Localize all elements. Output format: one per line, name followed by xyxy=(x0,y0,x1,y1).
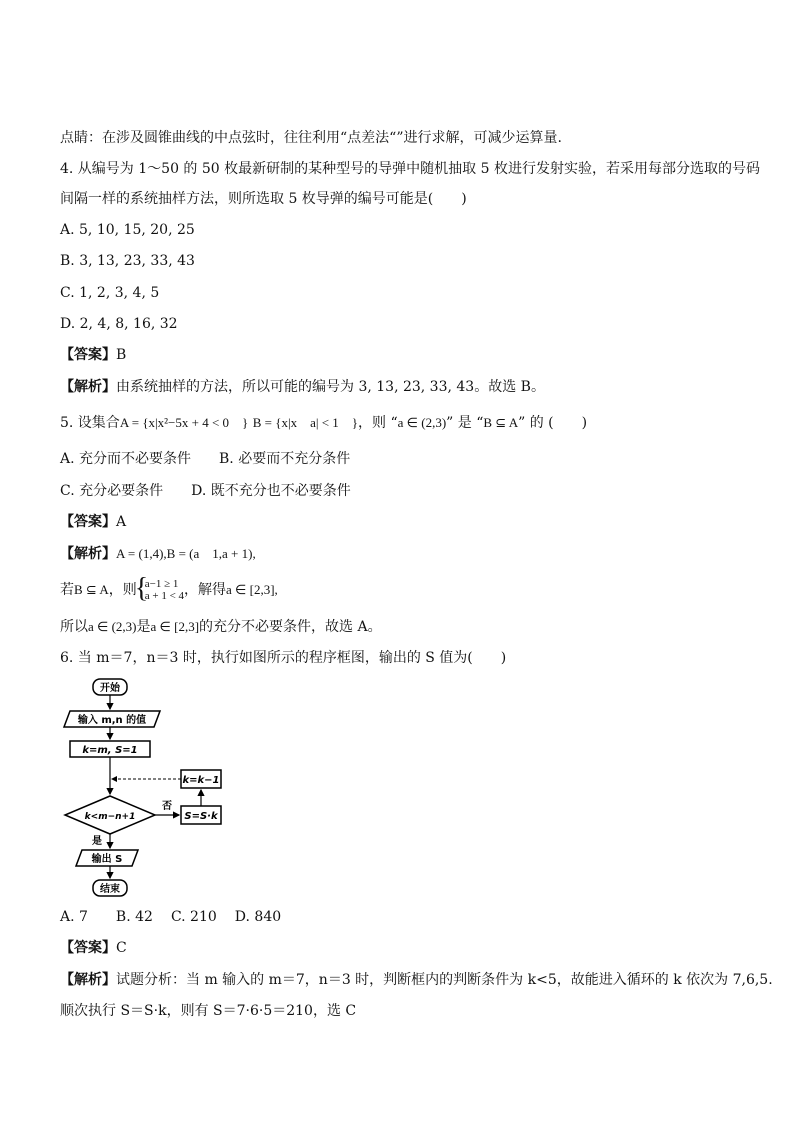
q5-analysis-line3 xyxy=(60,617,382,637)
q5-option-c: C. 充分必要条件 xyxy=(60,483,164,499)
case-system xyxy=(137,578,184,602)
q5-answer xyxy=(60,512,126,532)
q6-option-b: B. 42 xyxy=(115,909,153,925)
q5-set-a: A = {x|x²−5x + 4 < 0 } xyxy=(119,415,249,430)
case-1: { a−1 ≥ 1 xyxy=(144,578,179,590)
math: B ⊆ A xyxy=(74,582,109,597)
analysis-math: A = (1,4),B = (a 1,a + 1), xyxy=(116,546,256,561)
q5-stem-end: ” 的 ( ) xyxy=(518,415,588,431)
q5-options-row1 xyxy=(60,449,350,469)
flow-yes-label: 是 xyxy=(92,836,102,847)
text: 若 xyxy=(60,582,74,598)
q6-options xyxy=(60,907,281,927)
flow-output-text: 输出 S xyxy=(91,854,123,865)
q5-option-b: B. 必要而不充分条件 xyxy=(219,451,351,467)
q6-analysis-line2: 顺次执行 S＝S·k，则有 S＝7·6·5＝210，选 C xyxy=(60,1003,357,1019)
analysis-tag: 【解析】 xyxy=(60,546,116,562)
q4-analysis xyxy=(60,377,545,397)
flow-no-label: 否 xyxy=(162,801,172,812)
q4-stem-line2: 间隔一样的系统抽样方法，则所选取 5 枚导弹的编号可能是( ) xyxy=(60,191,467,207)
q5-option-a: A. 充分而不必要条件 xyxy=(60,451,192,467)
answer-value: C xyxy=(116,940,127,956)
q5-set-b: B = {x|x a| < 1 } xyxy=(252,415,359,430)
flowchart xyxy=(58,676,238,898)
q4-option-c: C. 1, 2, 3, 4, 5 xyxy=(60,285,160,301)
q5-stem-prefix: 5. 设集合 xyxy=(60,415,120,431)
analysis-tag: 【解析】 xyxy=(60,972,116,988)
hint-text: 点睛：在涉及圆锥曲线的中点弦时，往往利用“点差法“”进行求解，可减少运算量. xyxy=(60,130,562,146)
analysis-text: 试题分析：当 m 输入的 m＝7，n＝3 时，判断框内的判断条件为 k<5，故能进入循环的 k 依次为 7,6,5. xyxy=(116,972,773,988)
q5-option-d: D. 既不充分也不必要条件 xyxy=(191,483,351,499)
flow-input-text: 输入 m,n 的值 xyxy=(77,715,147,726)
q5-stem-mid2: ” 是 “ xyxy=(446,415,484,431)
answer-tag: 【答案】 xyxy=(60,940,116,956)
answer-tag: 【答案】 xyxy=(60,514,116,530)
text: 所以 xyxy=(60,619,88,635)
flow-start-text: 开始 xyxy=(100,683,120,694)
flow-decrement-text: k=k−1 xyxy=(182,775,220,786)
q4-option-a: A. 5, 10, 15, 20, 25 xyxy=(60,222,195,238)
q4-stem-line1: 4. 从编号为 1～50 的 50 枚最新研制的某种型号的导弹中随机抽取 5 枚进行发射实验，若采用每部分选取的号码 xyxy=(60,161,760,177)
math: a ∈ [2,3], xyxy=(226,582,278,597)
q5-options-row2 xyxy=(60,481,351,501)
flow-init-text: k=m, S=1 xyxy=(82,745,138,756)
flow-decision-text: k<m−n+1 xyxy=(84,812,136,822)
q6-option-c: C. 210 xyxy=(170,909,217,925)
math: a ∈ (2,3) xyxy=(88,619,137,634)
answer-value: A xyxy=(116,514,127,530)
text: ，则 xyxy=(108,582,137,598)
q4-option-b: B. 3, 13, 23, 33, 43 xyxy=(60,253,195,269)
q5-analysis-line2 xyxy=(60,578,278,602)
q5-cond-q: B ⊆ A xyxy=(483,415,519,430)
q5-analysis xyxy=(60,544,256,564)
q4-answer xyxy=(60,345,126,365)
analysis-text: 由系统抽样的方法，所以可能的编号为 3, 13, 23, 33, 43。故选 B。 xyxy=(116,379,545,395)
q6-stem: 6. 当 m＝7，n＝3 时，执行如图所示的程序框图，输出的 S 值为( ) xyxy=(60,650,507,666)
q6-answer xyxy=(60,938,127,958)
answer-tag: 【答案】 xyxy=(60,347,116,363)
math: a ∈ [2,3] xyxy=(150,619,200,634)
text: 是 xyxy=(136,619,151,635)
q6-option-d: D. 840 xyxy=(234,909,282,925)
q5-cond-p: a ∈ (2,3) xyxy=(397,415,447,430)
q6-analysis xyxy=(60,970,773,990)
text: 的充分不必要条件，故选 A。 xyxy=(199,619,382,635)
flow-end-text: 结束 xyxy=(100,884,120,895)
flow-multiply-text: S=S·k xyxy=(184,811,218,822)
analysis-tag: 【解析】 xyxy=(60,379,116,395)
case-2: a + 1 < 4 xyxy=(144,590,185,602)
q5-stem xyxy=(60,413,587,433)
q6-option-a: A. 7 xyxy=(60,909,88,925)
q5-stem-mid: ，则 “ xyxy=(358,415,398,431)
text: ，解得 xyxy=(184,582,227,598)
answer-value: B xyxy=(116,347,127,363)
q4-option-d: D. 2, 4, 8, 16, 32 xyxy=(60,316,178,332)
